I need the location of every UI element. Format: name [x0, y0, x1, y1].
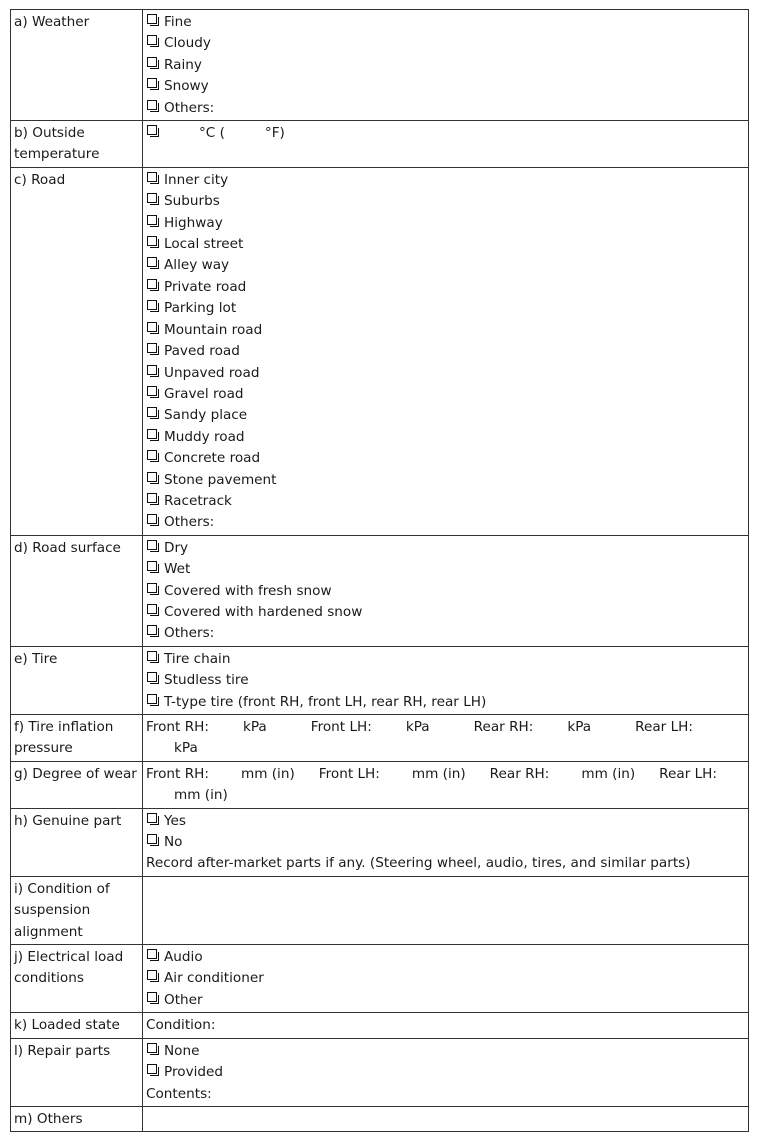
row-label: m) Others: [11, 1106, 143, 1131]
option-tire-chain[interactable]: Tire chain: [146, 649, 744, 670]
option-sandy-place[interactable]: Sandy place: [146, 405, 744, 426]
option-snowy[interactable]: Snowy: [146, 76, 744, 97]
checkbox-icon[interactable]: [147, 583, 157, 593]
rear-rh-label: Rear RH:: [489, 765, 550, 782]
checkbox-icon[interactable]: [147, 78, 157, 88]
option-highway[interactable]: Highway: [146, 213, 744, 234]
checkbox-icon[interactable]: [147, 215, 157, 225]
celsius-unit: °C (: [199, 125, 225, 142]
unit-label: mm (in): [240, 765, 295, 782]
row-tire-inflation-pressure: [11, 715, 749, 762]
option-audio[interactable]: Audio: [146, 947, 744, 968]
option-others[interactable]: Others:: [146, 623, 744, 644]
row-label: i) Condition of suspension alignment: [11, 876, 143, 944]
front-lh-label: Front LH:: [318, 765, 380, 782]
row-empty-field[interactable]: [143, 876, 749, 944]
row-outside-temperature: [11, 121, 749, 168]
option-parking-lot[interactable]: Parking lot: [146, 298, 744, 319]
option-studless-tire[interactable]: Studless tire: [146, 670, 744, 691]
row-temperature-field[interactable]: [143, 121, 749, 168]
row-tire: [11, 646, 749, 714]
row-repair-parts: [11, 1038, 749, 1106]
option-concrete-road[interactable]: Concrete road: [146, 448, 744, 469]
checkbox-icon[interactable]: [147, 604, 157, 614]
row-label: e) Tire: [11, 646, 143, 714]
row-weather: [11, 10, 749, 121]
checkbox-icon[interactable]: [147, 429, 157, 439]
checkbox-icon[interactable]: [147, 57, 157, 67]
row-label: k) Loaded state: [11, 1013, 143, 1038]
option-racetrack[interactable]: Racetrack: [146, 491, 744, 512]
checkbox-icon[interactable]: [147, 35, 157, 45]
checkbox-icon[interactable]: [147, 100, 157, 110]
option-no[interactable]: No: [146, 832, 744, 853]
row-label: f) Tire inflation pressure: [11, 715, 143, 762]
row-road: [11, 167, 749, 535]
row-options: [143, 945, 749, 1013]
option-unpaved-road[interactable]: Unpaved road: [146, 363, 744, 384]
option-cloudy[interactable]: Cloudy: [146, 33, 744, 54]
checkbox-icon[interactable]: [147, 672, 157, 682]
fahrenheit-unit: °F): [264, 125, 285, 142]
checkbox-icon[interactable]: [147, 694, 157, 704]
unit-label: kPa: [567, 719, 592, 735]
checkbox-icon[interactable]: [147, 1043, 157, 1053]
row-options: [143, 1038, 749, 1106]
option-t-type-tire[interactable]: T-type tire (front RH, front LH, rear RH, rear LH): [146, 692, 744, 713]
row-pressure-fields[interactable]: [143, 715, 749, 762]
option-provided[interactable]: Provided: [146, 1062, 744, 1083]
checkbox-icon[interactable]: [147, 450, 157, 460]
checkbox-icon[interactable]: [147, 561, 157, 571]
rear-lh-label: Rear LH:: [659, 765, 717, 782]
unit-label: mm (in): [581, 765, 636, 782]
row-genuine-part: [11, 808, 749, 876]
checkbox-icon[interactable]: [147, 172, 157, 182]
vehicle-condition-form: [10, 9, 749, 1132]
checkbox-icon[interactable]: [147, 125, 157, 135]
checkbox-icon[interactable]: [147, 386, 157, 396]
checkbox-icon[interactable]: [147, 834, 157, 844]
row-label: d) Road surface: [11, 535, 143, 646]
checkbox-icon[interactable]: [147, 514, 157, 524]
checkbox-icon[interactable]: [147, 813, 157, 823]
checkbox-icon[interactable]: [147, 300, 157, 310]
row-wear-fields[interactable]: [143, 761, 749, 808]
row-options: [143, 646, 749, 714]
option-wet[interactable]: Wet: [146, 559, 744, 580]
checkbox-icon[interactable]: [147, 257, 157, 267]
option-fine[interactable]: Fine: [146, 12, 744, 33]
unit-label: mm (in): [174, 787, 228, 804]
option-fresh-snow[interactable]: Covered with fresh snow: [146, 581, 744, 602]
option-air-conditioner[interactable]: Air conditioner: [146, 968, 744, 989]
checkbox-icon[interactable]: [147, 1064, 157, 1074]
unit-label: kPa: [405, 719, 430, 735]
unit-label: kPa: [242, 719, 267, 735]
option-inner-city[interactable]: Inner city: [146, 170, 744, 191]
checkbox-icon[interactable]: [147, 236, 157, 246]
row-loaded-state: [11, 1013, 749, 1038]
row-label: c) Road: [11, 167, 143, 535]
option-hardened-snow[interactable]: Covered with hardened snow: [146, 602, 744, 623]
row-options: [143, 535, 749, 646]
unit-label: mm (in): [411, 765, 466, 782]
checkbox-icon[interactable]: [147, 970, 157, 980]
checkbox-icon[interactable]: [147, 14, 157, 24]
row-label: l) Repair parts: [11, 1038, 143, 1106]
after-market-note: Record after-market parts if any. (Steering wheel, audio, tires, and similar parts): [146, 855, 691, 872]
option-alley-way[interactable]: Alley way: [146, 255, 744, 276]
checkbox-icon[interactable]: [147, 625, 157, 635]
option-mountain-road[interactable]: Mountain road: [146, 320, 744, 341]
condition-field[interactable]: Condition:: [143, 1013, 749, 1038]
checkbox-icon[interactable]: [147, 279, 157, 289]
row-options: [143, 808, 749, 876]
checkbox-icon[interactable]: [147, 407, 157, 417]
checkbox-icon[interactable]: [147, 193, 157, 203]
row-label: h) Genuine part: [11, 808, 143, 876]
option-others[interactable]: Others:: [146, 512, 744, 533]
row-degree-of-wear: [11, 761, 749, 808]
front-rh-label: Front RH:: [146, 719, 209, 735]
checkbox-icon[interactable]: [147, 365, 157, 375]
option-other[interactable]: Other: [146, 990, 744, 1011]
option-dry[interactable]: Dry: [146, 538, 744, 559]
rear-lh-label: Rear LH:: [635, 719, 693, 735]
option-stone-pavement[interactable]: Stone pavement: [146, 470, 744, 491]
front-lh-label: Front LH:: [310, 719, 372, 735]
option-suburbs[interactable]: Suburbs: [146, 191, 744, 212]
row-options: [143, 167, 749, 535]
checkbox-icon[interactable]: [147, 992, 157, 1002]
row-others: [11, 1106, 749, 1131]
rear-rh-label: Rear RH:: [473, 719, 534, 735]
option-gravel-road[interactable]: Gravel road: [146, 384, 744, 405]
checkbox-icon[interactable]: [147, 343, 157, 353]
option-muddy-road[interactable]: Muddy road: [146, 427, 744, 448]
option-paved-road[interactable]: Paved road: [146, 341, 744, 362]
row-empty-field[interactable]: [143, 1106, 749, 1131]
checkbox-icon[interactable]: [147, 540, 157, 550]
row-road-surface: [11, 535, 749, 646]
checkbox-icon[interactable]: [147, 949, 157, 959]
option-local-street[interactable]: Local street: [146, 234, 744, 255]
row-options: [143, 10, 749, 121]
option-rainy[interactable]: Rainy: [146, 55, 744, 76]
option-none[interactable]: None: [146, 1041, 744, 1062]
contents-field[interactable]: Contents:: [146, 1085, 212, 1102]
row-label: b) Outside temperature: [11, 121, 143, 168]
front-rh-label: Front RH:: [146, 765, 209, 782]
checkbox-icon[interactable]: [147, 322, 157, 332]
checkbox-icon[interactable]: [147, 493, 157, 503]
option-private-road[interactable]: Private road: [146, 277, 744, 298]
row-label: g) Degree of wear: [11, 761, 143, 808]
row-label: a) Weather: [11, 10, 143, 121]
row-electrical-load: [11, 945, 749, 1013]
unit-label: kPa: [174, 740, 198, 757]
option-others[interactable]: Others:: [146, 98, 744, 119]
option-yes[interactable]: Yes: [146, 811, 744, 832]
row-suspension-alignment: [11, 876, 749, 944]
row-label: j) Electrical load conditions: [11, 945, 143, 1013]
checkbox-icon[interactable]: [147, 472, 157, 482]
checkbox-icon[interactable]: [147, 651, 157, 661]
